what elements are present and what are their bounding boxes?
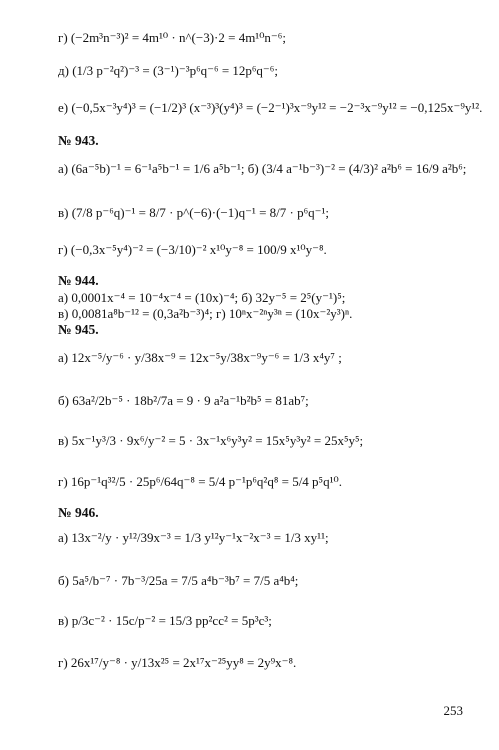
answer-945-g: г) 16p⁻¹q³²/5 · 25p⁶/64q⁻⁸ = 5/4 p⁻¹p⁶q²q⁸ = 5/4 p⁵q¹⁰. bbox=[58, 474, 342, 489]
answer-944-a-b: а) 0,0001x⁻⁴ = 10⁻⁴x⁻⁴ = (10x)⁻⁴; б) 32y⁻⁵ = 2⁵(y⁻¹)⁵; bbox=[58, 290, 346, 305]
answer-942-d: д) (1/3 p⁻²q²)⁻³ = (3⁻¹)⁻³p⁶q⁻⁶ = 12p⁶q⁻⁶; bbox=[58, 63, 278, 78]
exercise-945-heading: № 945. bbox=[58, 322, 99, 337]
answer-946-a: а) 13x⁻²/y · y¹²/39x⁻³ = 1/3 y¹²y⁻¹x⁻²x⁻³ = 1/3 xy¹¹; bbox=[58, 530, 329, 545]
answer-945-b: б) 63a²/2b⁻⁵ · 18b²/7a = 9 · 9 a²a⁻¹b²b⁵ = 81ab⁷; bbox=[58, 393, 309, 408]
answer-942-e: е) (−0,5x⁻³y⁴)³ = (−1/2)³ (x⁻³)³(y⁴)³ = (−2⁻¹)³x⁻⁹y¹² = −2⁻³x⁻⁹y¹² = −0,125x⁻⁹y¹². bbox=[58, 100, 483, 115]
answer-945-a: а) 12x⁻⁵/y⁻⁶ · y/38x⁻⁹ = 12x⁻⁵y/38x⁻⁹y⁻⁶ = 1/3 x⁴y⁷ ; bbox=[58, 350, 342, 365]
answer-943-v: в) (7/8 p⁻⁶q)⁻¹ = 8/7 · p^(−6)·(−1)q⁻¹ = 8/7 · p⁶q⁻¹; bbox=[58, 205, 330, 220]
answer-942-g: г) (−2m³n⁻³)² = 4m¹⁰ · n^(−3)·2 = 4m¹⁰n⁻⁶; bbox=[58, 30, 286, 45]
page-number: 253 bbox=[443, 703, 463, 718]
exercise-943-heading: № 943. bbox=[58, 133, 99, 148]
answer-945-v: в) 5x⁻¹y³/3 · 9x⁶/y⁻² = 5 · 3x⁻¹x⁶y³y² = 15x⁵y³y² = 25x⁵y⁵; bbox=[58, 433, 364, 448]
answer-946-g: г) 26x¹⁷/y⁻⁸ · y/13x²⁵ = 2x¹⁷x⁻²⁵yy⁸ = 2y⁹x⁻⁸. bbox=[58, 655, 297, 670]
exercise-946-heading: № 946. bbox=[58, 505, 99, 520]
answer-944-v-g: в) 0,0081a⁸b⁻¹² = (0,3a²b⁻³)⁴; г) 10ⁿx⁻²ⁿy³ⁿ = (10x⁻²y³)ⁿ. bbox=[58, 306, 353, 321]
exercise-944-heading: № 944. bbox=[58, 273, 99, 288]
answer-946-v: в) p/3c⁻² · 15c/p⁻² = 15/3 pp²cc² = 5p³c³; bbox=[58, 613, 272, 628]
answer-943-a-b: а) (6a⁻⁵b)⁻¹ = 6⁻¹a⁵b⁻¹ = 1/6 a⁵b⁻¹; б) (3/4 a⁻¹b⁻³)⁻² = (4/3)² a²b⁶ = 16/9 a²b⁶; bbox=[58, 161, 467, 176]
answer-946-b: б) 5a⁵/b⁻⁷ · 7b⁻³/25a = 7/5 a⁴b⁻³b⁷ = 7/5 a⁴b⁴; bbox=[58, 573, 299, 588]
answer-943-g: г) (−0,3x⁻⁵y⁴)⁻² = (−3/10)⁻² x¹⁰y⁻⁸ = 100/9 x¹⁰y⁻⁸. bbox=[58, 242, 327, 257]
